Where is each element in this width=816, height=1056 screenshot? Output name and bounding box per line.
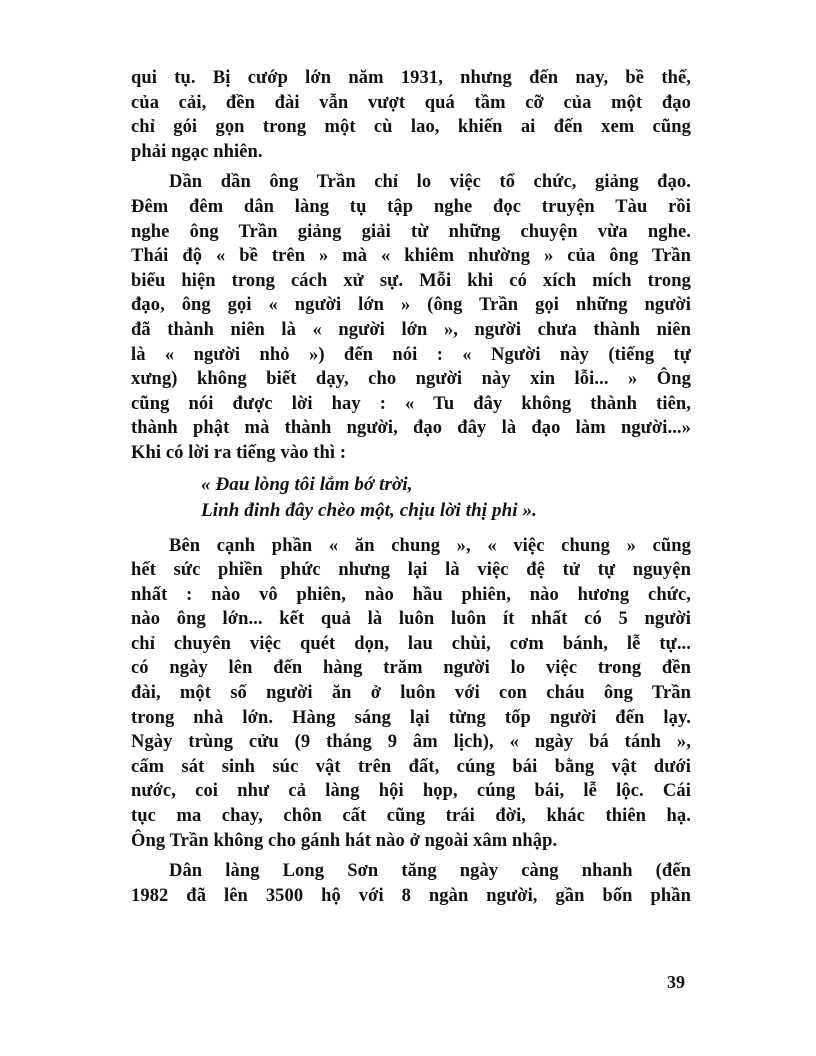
text-line: biểu hiện trong cách xử sự. Mỗi khi có xích mích trong <box>131 270 691 291</box>
text-line: nào ông lớn... kết quả là luôn luôn ít nhất có 5 người <box>131 609 691 630</box>
text-line: là « người nhỏ ») đến nói : « Người này (tiếng tự <box>131 344 691 365</box>
text-line: tục ma chay, chôn cất cũng trái đời, khác thiên hạ. <box>131 806 691 827</box>
text-line: trong nhà lớn. Hàng sáng lại từng tốp người đến lạy. <box>131 707 691 728</box>
text-line: của cải, đền đài vẫn vượt quá tầm cỡ của một đạo <box>131 92 691 113</box>
paragraph <box>131 66 691 164</box>
text-line: Dân làng Long Sơn tăng ngày càng nhanh (đến <box>169 861 691 882</box>
text-line: cấm sát sinh súc vật trên đất, cúng bái bằng vật dưới <box>131 756 691 777</box>
paragraph <box>131 534 691 854</box>
text-line: chỉ gói gọn trong một cù lao, khiến ai đến xem cũng <box>131 117 691 138</box>
text-line: 1982 đã lên 3500 hộ với 8 ngàn người, gần bốn phần <box>131 885 691 906</box>
text-line: đạo, ông gọi « người lớn » (ông Trần gọi những người <box>131 295 691 316</box>
paragraph <box>131 859 691 908</box>
text-line: cũng nói được lời hay : « Tu đây không thành tiên, <box>131 393 691 414</box>
text-line: Dần dần ông Trần chỉ lo việc tổ chức, giảng đạo. <box>169 172 691 193</box>
text-line: Bên cạnh phần « ăn chung », « việc chung » cũng <box>169 535 691 556</box>
text-line: phải ngạc nhiên. <box>131 141 263 162</box>
text-line: nghe ông Trần giảng giải từ những chuyện vừa nghe. <box>131 221 691 242</box>
text-line: có ngày lên đến hàng trăm người lo việc trong đền <box>131 658 691 679</box>
text-line: Ngày trùng cửu (9 tháng 9 âm lịch), « ngày bá tánh », <box>131 732 691 753</box>
paragraph <box>131 170 691 465</box>
poem-line: Linh đinh đây chèo một, chịu lời thị phi ». <box>201 499 537 521</box>
text-line: hết sức phiền phức nhưng lại là việc đệ tử tự nguyện <box>131 560 691 581</box>
text-line: Thái độ « bề trên » mà « khiêm nhường » của ông Trần <box>131 246 691 267</box>
text-line: nước, coi như cả làng hội họp, cúng bái, lễ lộc. Cái <box>131 781 691 802</box>
text-line: Khi có lời ra tiếng vào thì : <box>131 442 347 463</box>
poem-line: « Đau lòng tôi lắm bớ trời, <box>201 473 413 495</box>
text-line: thành phật mà thành người, đạo đây là đạo làm người...» <box>131 418 691 439</box>
text-line: qui tụ. Bị cướp lớn năm 1931, nhưng đến nay, bề thế, <box>131 68 691 88</box>
text-line: Ông Trần không cho gánh hát nào ở ngoài xâm nhập. <box>131 830 558 851</box>
text-line: nhất : nào vô phiên, nào hầu phiên, nào hương chức, <box>131 584 691 605</box>
text-line: đã thành niên là « người lớn », người chưa thành niên <box>131 319 691 340</box>
text-line: chỉ chuyên việc quét dọn, lau chùi, cơm bánh, lễ tự... <box>131 633 691 654</box>
page-number: 39 <box>667 972 685 992</box>
text-line: đài, một số người ăn ở luôn với con cháu ông Trần <box>131 683 691 704</box>
text-line: xưng) không biết dạy, cho người này xin lỗi... » Ông <box>131 369 691 390</box>
poem-quote <box>131 472 691 524</box>
text-line: Đêm đêm dân làng tụ tập nghe đọc truyện Tàu rồi <box>131 196 691 217</box>
page-body <box>131 66 691 908</box>
